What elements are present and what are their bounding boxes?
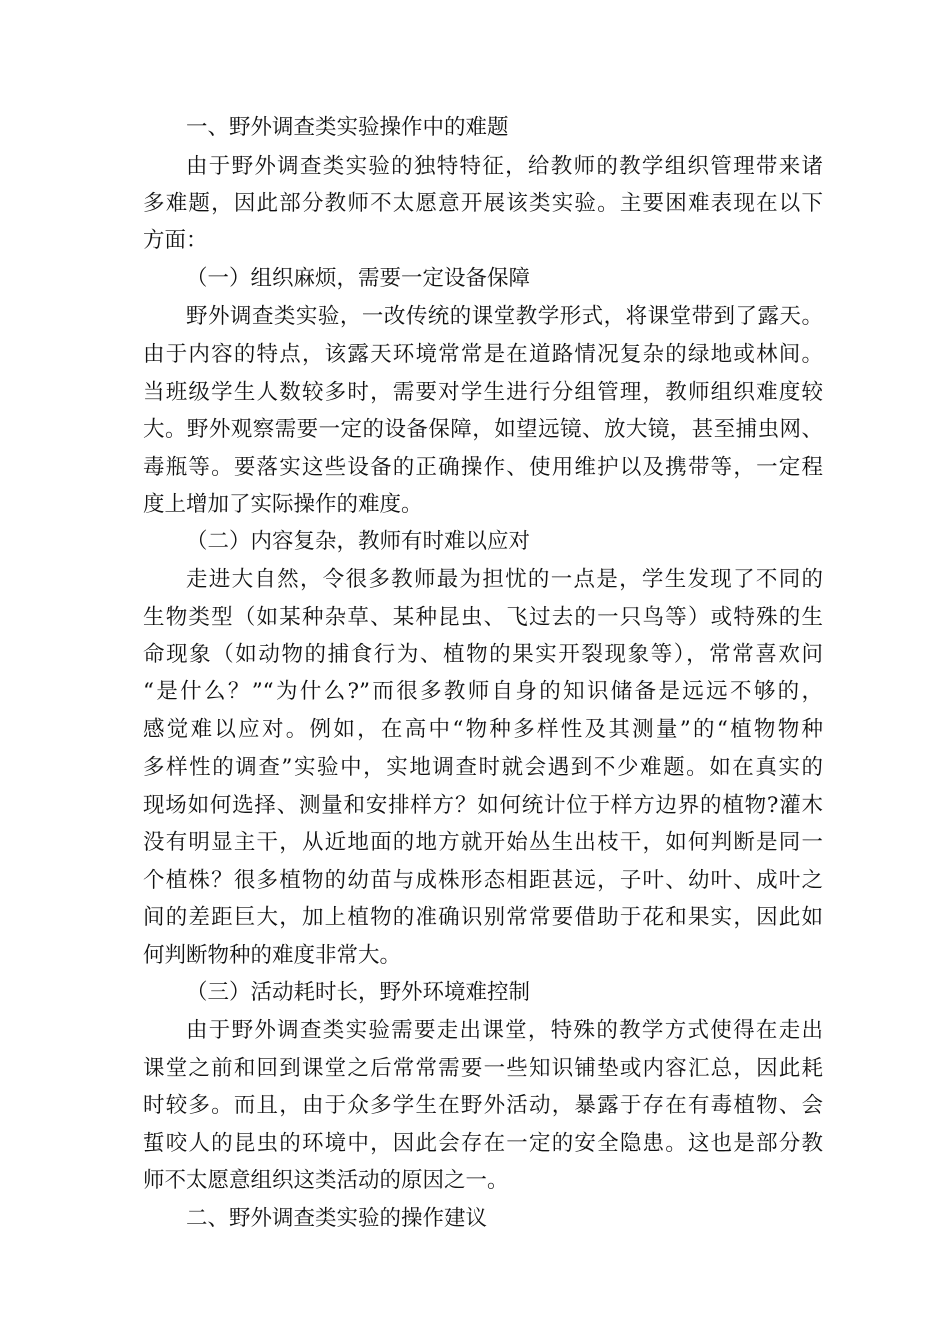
paragraph-line: 当班级学生人数较多时，需要对学生进行分组管理，教师组织难度较 xyxy=(143,380,823,405)
paragraph-line: 方面： xyxy=(143,228,208,253)
paragraph-line: 生物类型（如某种杂草、某种昆虫、飞过去的一只鸟等）或特殊的生 xyxy=(143,605,823,630)
paragraph-line: 课堂之前和回到课堂之后常常需要一些知识铺垫或内容汇总，因此耗 xyxy=(143,1056,823,1081)
paragraph-line: 命现象（如动物的捕食行为、植物的果实开裂现象等），常常喜欢问 xyxy=(143,642,823,667)
subsection-heading-3: （三）活动耗时长，野外环境难控制 xyxy=(186,980,531,1005)
paragraph-line: “是什么？”“为什么?”而很多教师自身的知识储备是远远不够的， xyxy=(143,679,823,704)
section-heading-2: 二、野外调查类实验的操作建议 xyxy=(186,1206,488,1231)
paragraph-line: 由于野外调查类实验的独特特征，给教师的教学组织管理带来诸 xyxy=(186,154,823,179)
paragraph-line: 大。野外观察需要一定的设备保障，如望远镜、放大镜，甚至捕虫网、 xyxy=(143,417,823,442)
paragraph-line: 时较多。而且，由于众多学生在野外活动，暴露于存在有毒植物、会 xyxy=(143,1093,823,1118)
paragraph-line: 没有明显主干，从近地面的地方就开始丛生出枝干，如何判断是同一 xyxy=(143,830,823,855)
subsection-heading-2: （二）内容复杂，教师有时难以应对 xyxy=(186,529,531,554)
paragraph-line: 感觉难以应对。例如，在高中“物种多样性及其测量”的“植物物种 xyxy=(143,717,823,742)
paragraph-line: 度上增加了实际操作的难度。 xyxy=(143,492,423,517)
paragraph-line: 间的差距巨大，加上植物的准确识别常常要借助于花和果实，因此如 xyxy=(143,905,823,930)
section-heading-1: 一、野外调查类实验操作中的难题 xyxy=(186,115,509,140)
paragraph-line: 走进大自然，令很多教师最为担忧的一点是，学生发现了不同的 xyxy=(186,567,823,592)
paragraph-line: 由于内容的特点，该露天环境常常是在道路情况复杂的绿地或林间。 xyxy=(143,342,823,367)
paragraph-line: 蜇咬人的昆虫的环境中，因此会存在一定的安全隐患。这也是部分教 xyxy=(143,1131,823,1156)
paragraph-line: 何判断物种的难度非常大。 xyxy=(143,943,402,968)
paragraph-line: 毒瓶等。要落实这些设备的正确操作、使用维护以及携带等，一定程 xyxy=(143,455,823,480)
paragraph-line: 个植株？很多植物的幼苗与成株形态相距甚远，子叶、幼叶、成叶之 xyxy=(143,868,823,893)
paragraph-line: 师不太愿意组织这类活动的原因之一。 xyxy=(143,1168,509,1193)
paragraph-line: 多样性的调查”实验中，实地调查时就会遇到不少难题。如在真实的 xyxy=(143,755,823,780)
paragraph-line: 现场如何选择、测量和安排样方？如何统计位于样方边界的植物?灌木 xyxy=(143,793,823,818)
paragraph-line: 多难题，因此部分教师不太愿意开展该类实验。主要困难表现在以下 xyxy=(143,191,823,216)
paragraph-line: 野外调查类实验，一改传统的课堂教学形式，将课堂带到了露天。 xyxy=(186,304,823,329)
paragraph-line: 由于野外调查类实验需要走出课堂，特殊的教学方式使得在走出 xyxy=(186,1018,823,1043)
subsection-heading-1: （一）组织麻烦，需要一定设备保障 xyxy=(186,266,531,291)
